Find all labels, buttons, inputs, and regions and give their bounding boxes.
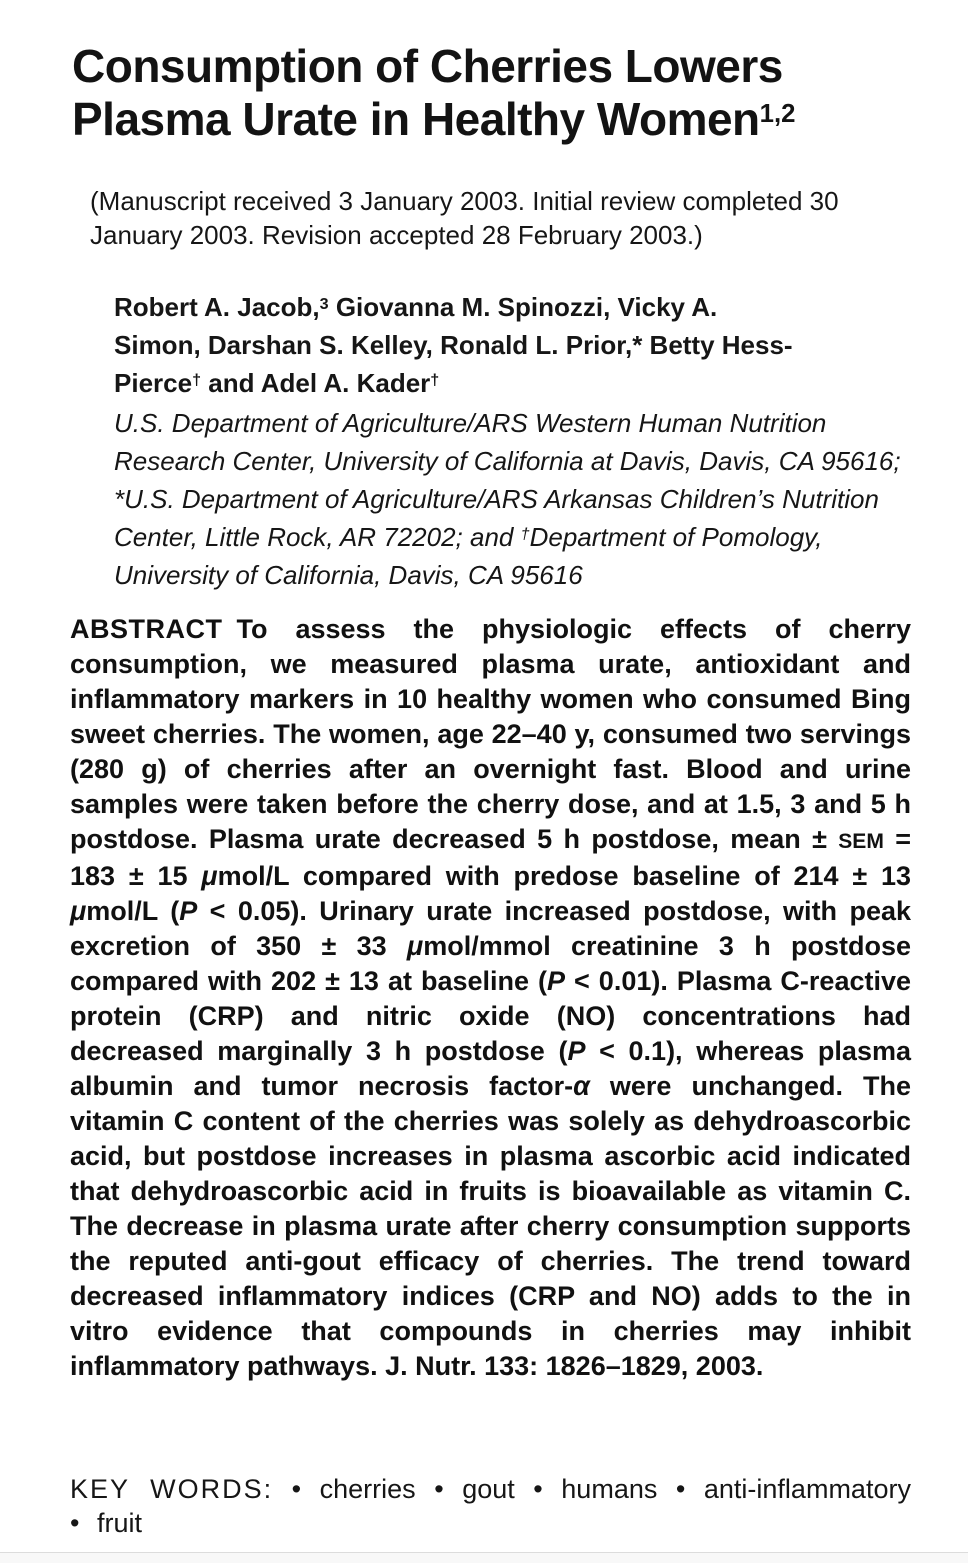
text-segment: < 0.05). Urinary urate increased postdose, with peak excretion of 350 ± 33 bbox=[70, 896, 911, 961]
manuscript-dates-note: (Manuscript received 3 January 2003. Initial review completed 30 January 2003. Revision accepted 28 February 2003.) bbox=[90, 186, 839, 250]
text-segment: † bbox=[430, 371, 440, 390]
text-segment: Department of Pomology, University of California, Davis, CA 95616 bbox=[114, 522, 823, 590]
title-superscript: 1,2 bbox=[759, 100, 796, 129]
article-title-line-2 bbox=[72, 93, 795, 146]
text-segment: were unchanged. The vitamin C content of the cherries was solely as dehydroascorbic acid, but postdose increases in plasma ascorbic acid indicated that dehydroascorbic acid in fruits is bioavailable as vitamin C. The decrease in plasma urate after cherry consumption supports the reputed anti-gout efficacy of cherries. The trend toward decreased inflammatory indices (CRP and NO) adds to the in vitro evidence that compounds in cherries may inhibit inflammatory pathways. J. Nutr. 133: 1826–1829, 2003. bbox=[70, 1071, 911, 1381]
text-segment: μ bbox=[70, 896, 87, 926]
page-bottom-edge bbox=[0, 1552, 968, 1563]
text-segment: α bbox=[573, 1071, 590, 1101]
abstract-label: ABSTRACT bbox=[70, 614, 223, 644]
authors-list bbox=[114, 288, 804, 402]
text-segment: Giovanna M. Spinozzi, Vicky A. Simon, Darshan S. Kelley, Ronald L. Prior,* Betty Hess-Pierce bbox=[114, 292, 793, 398]
text-segment: Robert A. Jacob, bbox=[114, 292, 320, 322]
text-segment: † bbox=[520, 525, 530, 544]
text-segment: = 183 ± 15 bbox=[70, 824, 911, 891]
affiliation-text bbox=[114, 404, 902, 594]
abstract-paragraph bbox=[70, 612, 911, 1384]
text-segment: μ bbox=[201, 861, 218, 891]
text-segment: P bbox=[179, 896, 198, 926]
text-segment: P bbox=[567, 1036, 586, 1066]
article-title-line-1: Consumption of Cherries Lowers bbox=[72, 40, 783, 92]
text-segment: To assess the physiologic effects of cherry consumption, we measured plasma urate, antioxidant and inflammatory markers in 10 healthy women who consumed Bing sweet cherries. The women, age 22–40 y, consumed two servings (280 g) of cherries after an overnight fast. Blood and urine samples were taken before the cherry dose, and at 1.5, 3 and 5 h postdose. Plasma urate decreased 5 h postdose, mean ± bbox=[70, 614, 911, 854]
text-segment: μ bbox=[406, 931, 424, 961]
text-segment: P bbox=[547, 966, 566, 996]
text-segment: † bbox=[192, 371, 202, 390]
article-title-line-2-text: Plasma Urate in Healthy Women bbox=[72, 93, 760, 145]
text-segment: mol/L compared with predose baseline of 214 ± 13 bbox=[217, 861, 911, 891]
text-segment: SEM bbox=[838, 830, 884, 853]
keywords-items: • cherries • gout • humans • anti-inflammatory • fruit bbox=[70, 1474, 911, 1538]
text-segment: and Adel A. Kader bbox=[201, 368, 431, 398]
text-segment: mol/L ( bbox=[86, 896, 180, 926]
keywords-line bbox=[70, 1472, 911, 1540]
text-segment: < 0.01). Plasma C-reactive protein (CRP) and nitric oxide (NO) concentrations had decreased marginally 3 h postdose ( bbox=[70, 966, 911, 1066]
text-segment: U.S. Department of Agriculture/ARS Western Human Nutrition Research Center, University of California at Davis, Davis, CA 95616; *U.S. Department of Agriculture/ARS Arkansas Children’s Nutrition Center, Little Rock, AR 72202; and bbox=[114, 408, 901, 552]
text-segment: < 0.1), whereas plasma albumin and tumor necrosis factor- bbox=[70, 1036, 911, 1101]
text-segment: 3 bbox=[319, 295, 329, 314]
keywords-label: KEY WORDS: bbox=[70, 1474, 274, 1504]
text-segment: mol/mmol creatinine 3 h postdose compared with 202 ± 13 at baseline ( bbox=[70, 931, 911, 996]
article-title bbox=[72, 40, 795, 146]
